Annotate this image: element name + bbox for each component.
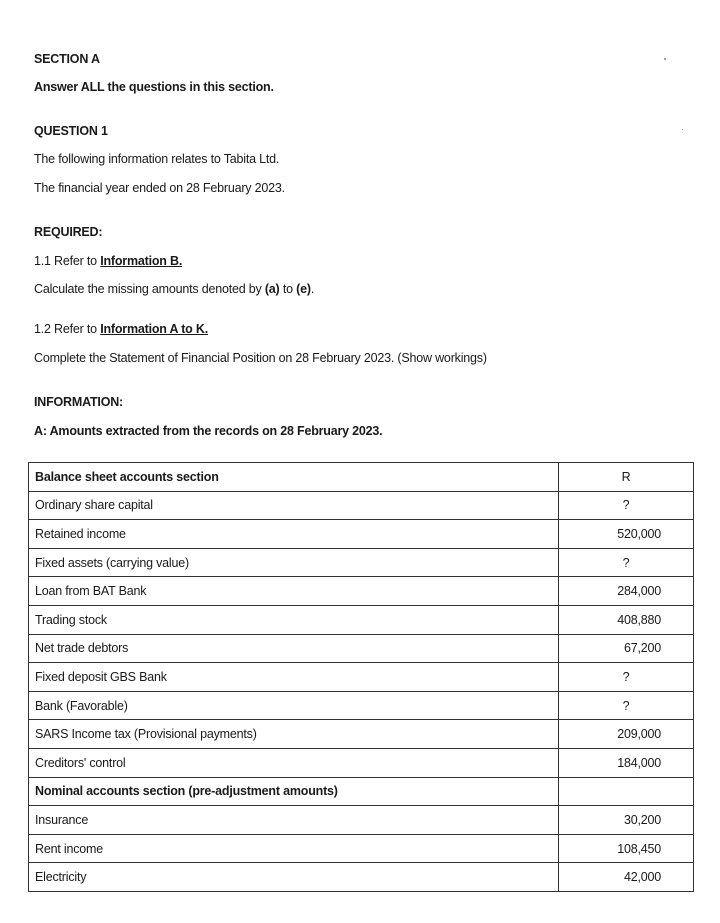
row-label: Insurance <box>29 806 559 835</box>
row-value: 284,000 <box>559 577 694 606</box>
row-label: Creditors' control <box>29 748 559 777</box>
q1-1-end: . <box>310 282 315 296</box>
row-value: 408,880 <box>559 605 694 634</box>
row-label: Retained income <box>29 520 559 549</box>
row-value: 30,200 <box>559 806 694 835</box>
q1-1-a: (a) <box>264 282 280 296</box>
q1-1-to: to <box>282 282 293 296</box>
row-value: ? <box>559 491 694 520</box>
row-value: ? <box>559 691 694 720</box>
q1-1-info-ref: Information B. <box>100 254 183 268</box>
row-label: Electricity <box>29 863 559 892</box>
nominal-header-row <box>29 777 694 806</box>
table-row <box>29 634 694 663</box>
table-row <box>29 748 694 777</box>
row-label: Bank (Favorable) <box>29 691 559 720</box>
row-label: Net trade debtors <box>29 634 559 663</box>
nominal-header-empty-cell <box>559 777 694 806</box>
row-label: Fixed deposit GBS Bank <box>29 663 559 692</box>
q1-2-info-ref: Information A to K. <box>100 322 208 336</box>
row-value: ? <box>559 663 694 692</box>
table-row <box>29 577 694 606</box>
information-a-title: A: Amounts extracted from the records on 28 February 2023. <box>34 424 383 438</box>
question-intro-2: The financial year ended on 28 February 2023. <box>34 181 285 195</box>
information-heading: INFORMATION: <box>34 395 124 409</box>
row-label: Ordinary share capital <box>29 491 559 520</box>
row-label: Rent income <box>29 834 559 863</box>
table-row <box>29 834 694 863</box>
table-row <box>29 863 694 892</box>
table-row <box>29 548 694 577</box>
row-value: 184,000 <box>559 748 694 777</box>
q1-1-e: (e) <box>296 282 311 296</box>
row-label: SARS Income tax (Provisional payments) <box>29 720 559 749</box>
q1-1-task-prefix: Calculate the missing amounts denoted by <box>34 282 262 296</box>
section-instruction: Answer ALL the questions in this section. <box>34 80 274 94</box>
table-row <box>29 720 694 749</box>
table-row <box>29 663 694 692</box>
row-value: 42,000 <box>559 863 694 892</box>
row-value: ? <box>559 548 694 577</box>
row-value: 520,000 <box>559 520 694 549</box>
question-title: QUESTION 1 <box>34 124 108 138</box>
question-1-2-task: Complete the Statement of Financial Position on 28 February 2023. (Show workings) <box>34 351 487 365</box>
records-table <box>28 462 694 892</box>
table-header-row <box>29 463 694 492</box>
row-label: Trading stock <box>29 605 559 634</box>
question-1-2-ref <box>34 322 208 336</box>
row-value: 108,450 <box>559 834 694 863</box>
column-header-currency: R <box>559 463 694 492</box>
nominal-section-header: Nominal accounts section (pre-adjustment amounts) <box>29 777 559 806</box>
q1-2-prefix: 1.2 Refer to <box>34 322 97 336</box>
section-title: SECTION A <box>34 52 100 66</box>
question-intro-1: The following information relates to Tabita Ltd. <box>34 152 280 166</box>
row-label: Fixed assets (carrying value) <box>29 548 559 577</box>
row-value: 209,000 <box>559 720 694 749</box>
required-heading: REQUIRED: <box>34 225 103 239</box>
scan-speck <box>664 58 666 60</box>
table-row <box>29 520 694 549</box>
row-label: Loan from BAT Bank <box>29 577 559 606</box>
table-row <box>29 806 694 835</box>
question-1-1-ref <box>34 254 182 268</box>
row-value: 67,200 <box>559 634 694 663</box>
column-header-accounts: Balance sheet accounts section <box>29 463 559 492</box>
q1-1-prefix: 1.1 Refer to <box>34 254 97 268</box>
table-row <box>29 491 694 520</box>
table-row <box>29 691 694 720</box>
table-row <box>29 605 694 634</box>
question-1-1-task <box>34 282 314 296</box>
scan-speck <box>682 129 683 130</box>
